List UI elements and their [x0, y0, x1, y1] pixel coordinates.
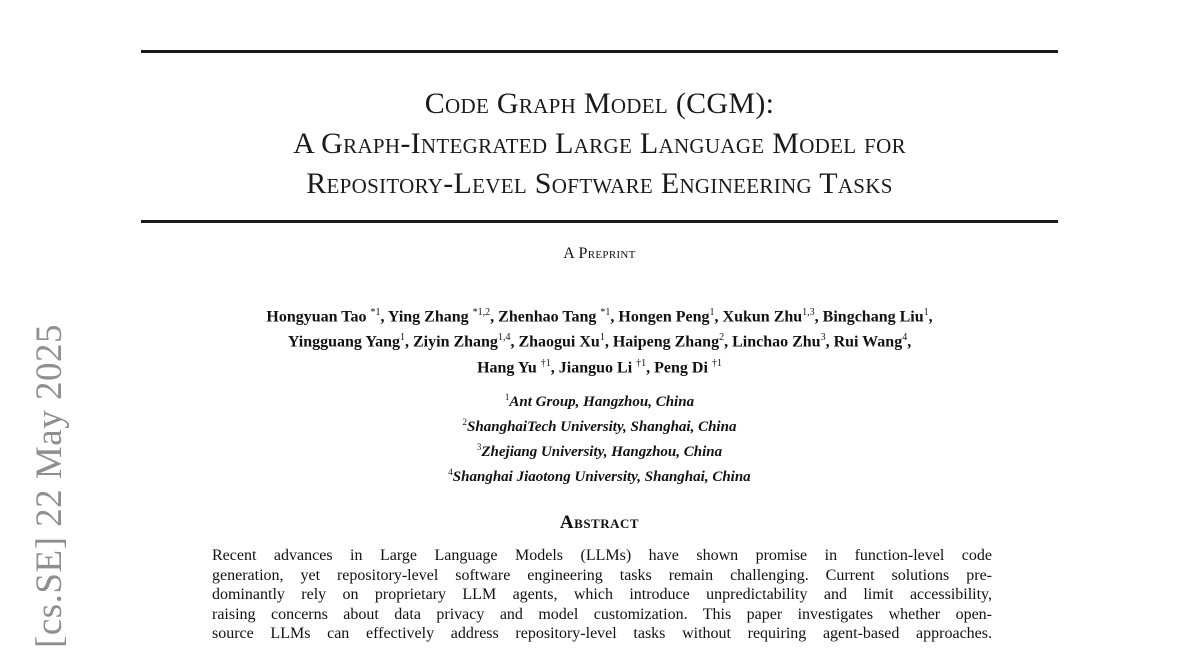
affiliation-number: 3 [476, 442, 482, 452]
affiliation-number: 4 [448, 467, 453, 477]
author-name: Hang Yu [477, 358, 537, 376]
author-name: Peng Di [654, 358, 708, 376]
title-line-3: Repository-Level Software Engineering Tasks [306, 167, 893, 200]
affiliation-name: Shanghai Jiaotong University, Shanghai, China [452, 469, 751, 485]
preprint-label: A Preprint [563, 245, 636, 262]
author-mark: 4 [902, 332, 908, 344]
author-mark: 3 [820, 332, 826, 344]
author-name: Zhenhao Tang [498, 308, 597, 326]
author-name: Hongen Peng [618, 308, 710, 326]
author-mark: 1 [400, 332, 405, 344]
author-list [141, 302, 1058, 378]
affiliation-item [141, 412, 1058, 437]
author-mark: †1 [540, 357, 551, 369]
abstract-line: Recent advances in Large Language Models (LLMs) have shown promise in function-level code [212, 547, 992, 564]
affiliation-item [141, 462, 1058, 487]
author-name: Ying Zhang [387, 308, 469, 326]
author-mark: †1 [636, 357, 647, 369]
arxiv-side-stamp: [cs.SE] 22 May 2025 [29, 324, 70, 648]
author-name: Yingguang Yang [287, 333, 400, 351]
abstract-line: raising concerns about data privacy and model customization. This paper investigates whether open- [212, 605, 992, 623]
title-top-rule [141, 50, 1058, 53]
author-line-1: Hongyuan Tao $^{*1}$, Ying Zhang $^{*1,2}$, Zhenhao Tang $^{*1}$, Hongen Peng$^1$, Xukun Zhu$^{1,3}$, Bingchang Liu$^1$, [266, 307, 933, 326]
author-name: Zhaogui Xu [518, 333, 600, 351]
affiliation-number: 2 [462, 417, 468, 427]
author-mark: 1,3 [802, 307, 815, 318]
affiliation-name: ShanghaiTech University, Shanghai, China [467, 419, 737, 435]
author-name: Bingchang Liu [822, 308, 924, 326]
author-line-3: Hang Yu $^{\dagger 1}$, Jianguo Li $^{\dagger 1}$, Peng Di $^{\dagger 1}$ [477, 357, 722, 376]
abstract-line: dominantly rely on proprietary LLM agents, which introduce unpredictability and limit accessibility, [212, 586, 992, 603]
author-line-2: Yingguang Yang$^1$, Ziyin Zhang$^{1,4}$, Zhaogui Xu$^1$, Haipeng Zhang$^2$, Linchao Zhu$^3$, Rui Wang$^4$, [287, 332, 912, 351]
author-mark: 2 [719, 332, 725, 344]
author-mark: *1 [600, 307, 611, 318]
author-name: Linchao Zhu [732, 333, 821, 351]
abstract-line: source LLMs can effectively address repository-level tasks without requiring agent-based approaches. [212, 625, 992, 642]
author-mark: 1 [709, 307, 715, 318]
author-mark: †1 [711, 357, 722, 369]
abstract-heading: Abstract [559, 512, 640, 533]
author-mark: 1,4 [497, 332, 511, 344]
affiliation-list [141, 387, 1058, 487]
abstract-body [212, 546, 992, 644]
author-name: Rui Wang [833, 333, 903, 351]
author-mark: *1 [370, 307, 381, 318]
author-mark: *1,2 [472, 307, 491, 318]
author-name: Jianguo Li [558, 358, 633, 376]
abstract-line: generation, yet repository-level software engineering tasks remain challenging. Current solutions pre- [212, 566, 992, 584]
author-mark: 1 [923, 307, 929, 318]
title-line-1: Code Graph Model (CGM): [424, 87, 775, 120]
author-name: Xukun Zhu [722, 308, 803, 326]
paper-title [141, 84, 1058, 204]
affiliation-name: Zhejiang University, Hangzhou, China [481, 444, 723, 460]
title-line-2: A Graph-Integrated Large Language Model for [293, 127, 906, 160]
author-name: Ziyin Zhang [413, 333, 498, 351]
author-name: Haipeng Zhang [612, 333, 720, 351]
affiliation-item [141, 387, 1058, 412]
author-mark: 1 [599, 332, 605, 344]
affiliation-name: Ant Group, Hangzhou, China [509, 394, 695, 410]
author-name: Hongyuan Tao [266, 308, 367, 326]
affiliation-item [141, 437, 1058, 462]
title-bottom-rule [141, 220, 1058, 223]
affiliation-number: 1 [504, 392, 510, 402]
